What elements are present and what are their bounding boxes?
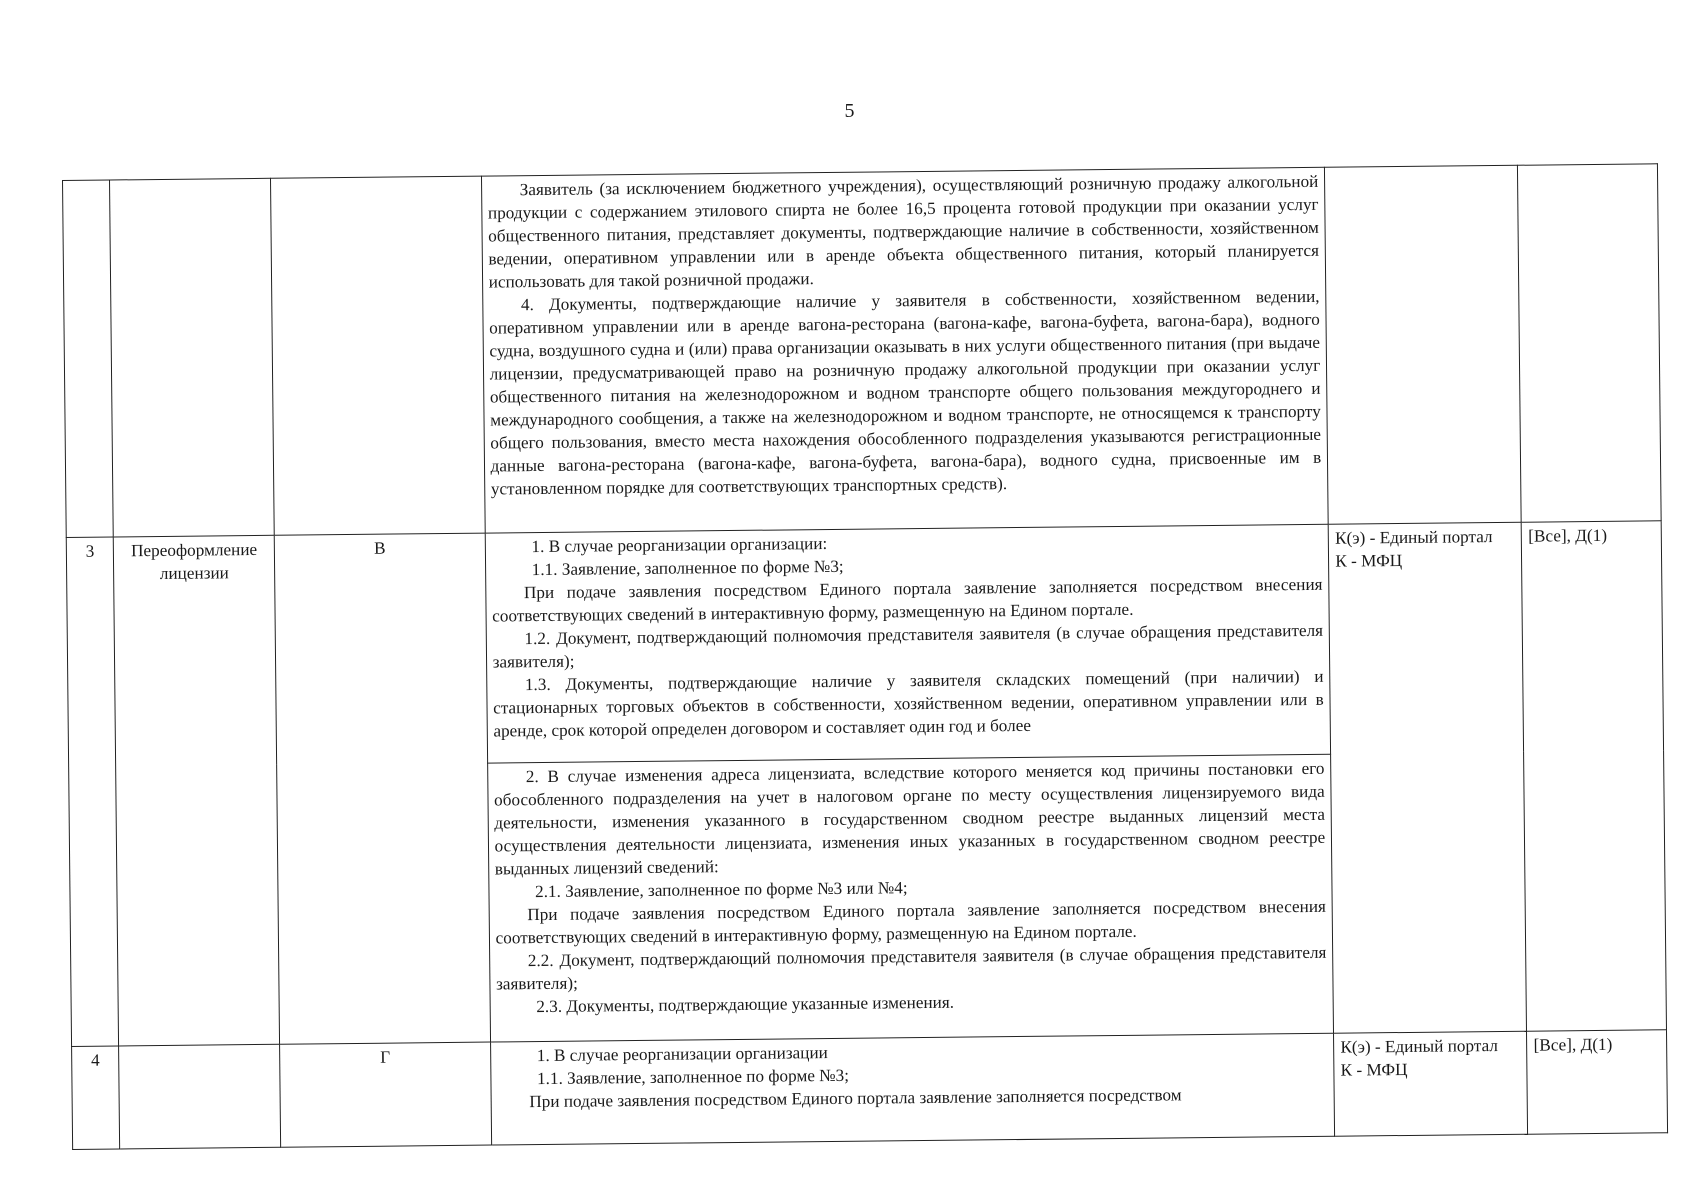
cell-name-empty xyxy=(110,178,275,537)
doc-item: 2.1. Заявление, заполненное по форме №3 или №4; xyxy=(534,877,908,901)
cell-who: [Все], Д(1) xyxy=(1527,1030,1668,1134)
cell-way xyxy=(1334,1031,1528,1136)
service-name: Переоформление лицензии xyxy=(113,536,279,1047)
cell-row3-block2 xyxy=(487,754,1334,1042)
way-line: К(э) - Единый портал xyxy=(1334,527,1493,548)
continued-paragraph: 4. Документы, подтверждающие наличие у заявителя в собственности, хозяйственном ведении, оперативном управлении или в аренде вагона-ресторана (вагона-кафе, вагона-буфета, вагона-бара), водного судна, воздушного судна и (или) права организации оказывать в них услуги общественного питания (при выдаче лицензии, предусматривающей право на розничную продажу алкогольной продукции при оказании услуг общественного питания на железнодорожном и водном транспорте общего пользования междугороднего и международного сообщения, а также на железнодорожном и водном транспорте, не относящемся к транспорту общего пользования, вместо места нахождения обособленного подразделения указываются регистрационные данные вагона-ресторана (вагона-кафе, вагона-буфета, вагона-бара), водного судна, присвоенные им в установленном порядке для соответствующих транспортных средств). xyxy=(489,286,1322,499)
doc-item: 1.1. Заявление, заполненное по форме №3; xyxy=(536,1065,850,1089)
doc-item: 1. В случае реорганизации организации xyxy=(536,1043,828,1066)
cell-way xyxy=(1328,523,1527,1034)
services-table xyxy=(62,163,1668,1150)
way-line: К - МФЦ xyxy=(1335,551,1403,571)
doc-item: При подаче заявления посредством Единого портала заявление заполняется посредством внесения соответствующих сведений в интерактивную форму, размещенную на Едином портале. xyxy=(492,575,1323,626)
service-code: В xyxy=(274,533,490,1044)
doc-item: 2. В случае изменения адреса лицензиата, вследствие которого меняется код причины постановки его обособленного подразделения на учет в налоговом органе по месту осуществления лицензируемого вида деятельности, изменения указанного в государственном сводном реестре выданных лицензий места осуществления деятельности лицензиата, изменения иных указанных в государственном сводном реестре выданных лицензий сведений: xyxy=(494,758,1326,879)
document-table-wrapper xyxy=(62,163,1668,1150)
cell-row3-block1 xyxy=(485,525,1331,763)
way-line: К(э) - Единый портал xyxy=(1340,1036,1499,1057)
doc-item: 1.2. Документ, подтверждающий полномочия представителя заявителя (в случае обращения представителя заявителя); xyxy=(492,621,1324,672)
service-code: Г xyxy=(280,1042,491,1147)
table-row-4 xyxy=(72,1030,1668,1150)
row-number: 3 xyxy=(66,537,119,1046)
doc-item: 1.1. Заявление, заполненное по форме №3; xyxy=(531,557,844,580)
way-line: К - МФЦ xyxy=(1340,1060,1408,1080)
table-row-continued xyxy=(63,164,1662,538)
cell-who-empty xyxy=(1518,164,1661,523)
cell-row4-block1 xyxy=(490,1033,1335,1145)
cell-way-empty xyxy=(1325,165,1522,524)
continued-paragraph: Заявитель (за исключением бюджетного учреждения), осуществляющий розничную продажу алкогольной продукции с содержанием этилового спирта не более 16,5 процента готовой продукции при оказании услуг общественного питания, представляет документы, подтверждающие наличие в собственности, хозяйственном ведении, оперативном управлении или в аренде объекта общественного питания, который планируется использовать для такой розничной продажи. xyxy=(487,171,1320,292)
row-number: 4 xyxy=(72,1046,120,1149)
doc-item: 2.2. Документ, подтверждающий полномочия представителя заявителя (в случае обращения представителя заявителя); xyxy=(495,942,1327,994)
cell-code-empty xyxy=(271,176,485,535)
cell-num-empty xyxy=(63,180,114,538)
doc-item: При подаче заявления посредством Единого портала заявление заполняется посредством xyxy=(529,1085,1182,1112)
doc-item: При подаче заявления посредством Единого портала заявление заполняется посредством внесения соответствующих сведений в интерактивную форму, размещенную на Едином портале. xyxy=(495,896,1327,948)
cell-continued-text xyxy=(481,167,1328,533)
doc-item: 1.3. Документы, подтверждающие наличие у заявителя складских помещений (при наличии) и стационарных торговых объектов в собственности, хозяйственном ведении, оперативном управлении или в аренде, срок которой определен договором и составляет один год и более xyxy=(493,667,1324,741)
table-row-3 xyxy=(66,521,1663,767)
cell-name-empty xyxy=(119,1044,281,1149)
doc-item: 2.3. Документы, подтверждающие указанные изменения. xyxy=(536,992,955,1016)
doc-item: 1. В случае реорганизации организации: xyxy=(531,534,828,557)
cell-who: [Все], Д(1) xyxy=(1522,521,1667,1031)
page-number: 5 xyxy=(844,100,855,122)
